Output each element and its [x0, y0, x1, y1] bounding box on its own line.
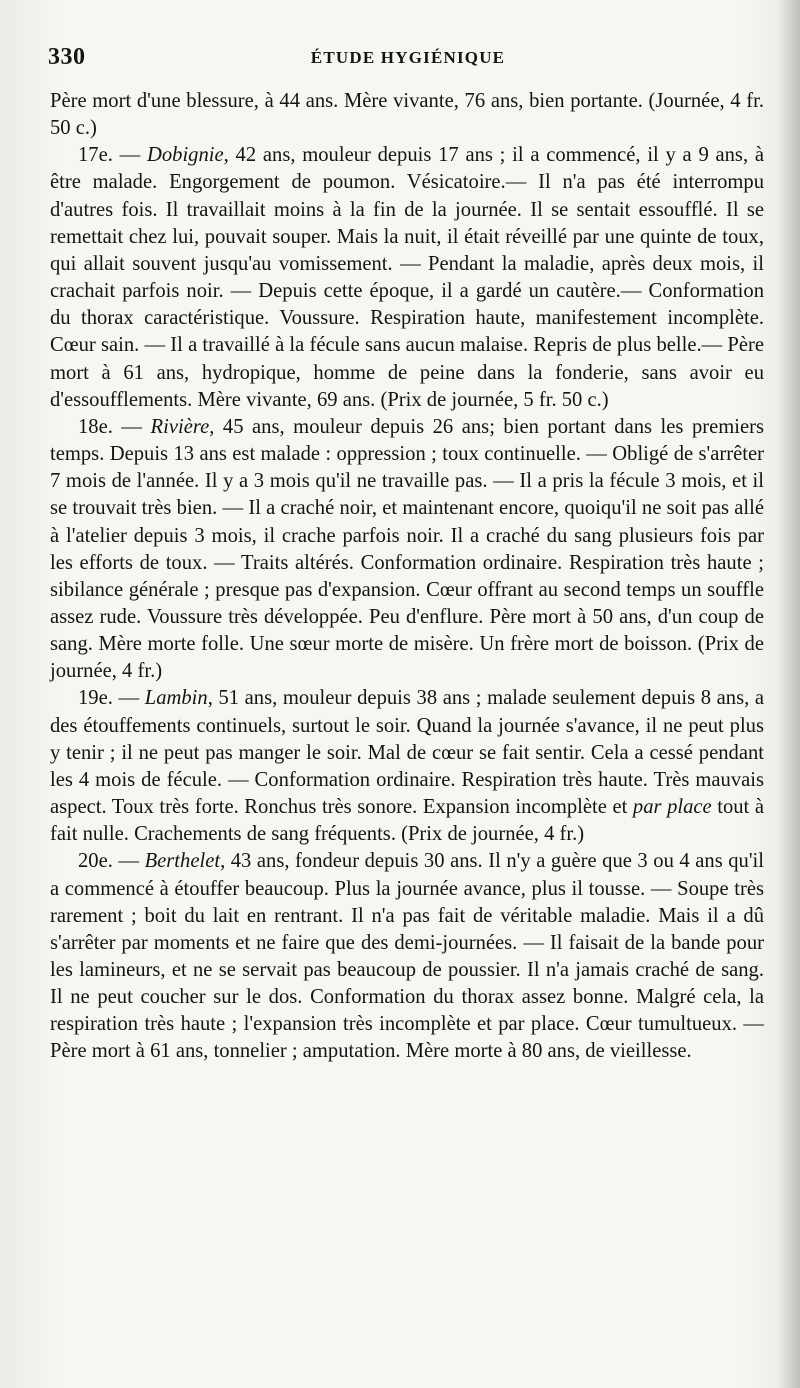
patient-name: Lambin	[144, 687, 208, 710]
case-19-paragraph: 19e. — Lambin, 51 ans, mouleur depuis 38 ans ; malade seulement depuis 8 ans, a des étouffements continuels, surtout le soir. Quand la journée s'avance, il ne peut plus y tenir ; il ne peut pas manger le soir. Mal de cœur se fait sentir. Cela a cessé pendant les 4 mois de fécule. — Conformation ordinaire. Respiration très haute. Très mauvais aspect. Toux très forte. Ronchus très sonore. Expansion incomplète et par place tout à fait nulle. Crachements de sang fréquents. (Prix de journée, 4 fr.)	[50, 687, 764, 846]
page-number: 330	[48, 44, 86, 70]
patient-name: Dobignie	[146, 144, 224, 167]
case-text: , 43 ans, fondeur depuis 30 ans. Il n'y a guère que 3 ou 4 ans qu'il a commencé à étouffer beaucoup. Plus la journée avance, plus il tousse. — Soupe très rarement ; boit du lait en rentrant. Il n'a pas fait de véritable maladie. Mais il a dû s'arrêter par moments et ne faire que des demi-journées. — Il faisait de la bande pour les lamineurs, et ne se servait pas beaucoup de poussier. Il n'a jamais craché de sang. Il ne peut coucher sur le dos. Conformation du thorax assez bonne. Malgré cela, la respiration très haute ; l'expansion très incomplète et par place. Cœur tumultueux. — Père mort à 61 ans, tonnelier ; amputation. Mère morte à 80 ans, de vieillesse.	[50, 850, 764, 1063]
body-text	[50, 88, 764, 1066]
page-header	[48, 44, 768, 78]
case-20-paragraph: 20e. — Berthelet, 43 ans, fondeur depuis 30 ans. Il n'y a guère que 3 ou 4 ans qu'il a commencé à étouffer beaucoup. Plus la journée avance, plus il tousse. — Soupe très rarement ; boit du lait en rentrant. Il n'a pas fait de véritable maladie. Mais il a dû s'arrêter par moments et ne faire que des demi-journées. — Il faisait de la bande pour les lamineurs, et ne se servait pas beaucoup de poussier. Il n'a jamais craché de sang. Il ne peut coucher sur le dos. Conformation du thorax assez bonne. Malgré cela, la respiration très haute ; l'expansion très incomplète et par place. Cœur tumultueux. — Père mort à 61 ans, tonnelier ; amputation. Mère morte à 80 ans, de vieillesse.	[50, 850, 764, 1063]
patient-name: Rivière	[150, 415, 210, 438]
case-text: , 51 ans, mouleur depuis 38 ans ; malade seulement depuis 8 ans, a des étouffements continuels, surtout le soir. Quand la journée s'avance, il ne peut plus y tenir ; il ne peut pas manger le soir. Mal de cœur se fait sentir. Cela a cessé pendant les 4 mois de fécule. — Conformation ordinaire. Respiration très haute. Très mauvais aspect. Toux très forte. Ronchus très sonore. Expansion incomplète et	[50, 687, 764, 819]
case-text-continued: tout à fait nulle. Crachements de sang fréquents. (Prix de journée, 4 fr.)	[50, 796, 764, 846]
paragraph-continuation	[50, 88, 764, 142]
case-number: 19e.	[78, 687, 113, 710]
case-number: 20e.	[78, 850, 113, 873]
case-18-paragraph: 18e. — Rivière, 45 ans, mouleur depuis 26 ans; bien portant dans les premiers temps. Depuis 13 ans est malade : oppression ; toux continuelle. — Obligé de s'arrêter 7 mois de l'année. Il y a 3 mois qu'il ne travaille pas. — Il a pris la fécule 3 mois, et il se trouvait très bien. — Il a craché noir, et maintenant encore, quoiqu'il ne soit pas allé à l'atelier depuis 3 mois, il crache parfois noir. Il a craché du sang plusieurs fois par les efforts de toux. — Traits altérés. Conformation ordinaire. Respiration très haute ; sibilance générale ; presque pas d'expansion. Cœur offrant au second temps un souffle assez rude. Voussure très développée. Peu d'enflure. Père mort à 50 ans, d'un coup de sang. Mère morte folle. Une sœur morte de misère. Un frère mort de boisson. (Prix de journée, 4 fr.)	[50, 415, 765, 683]
patient-name: Berthelet	[144, 850, 221, 873]
case-number: 17e.	[78, 144, 113, 167]
case-text: , 42 ans, mouleur depuis 17 ans ; il a commencé, il y a 9 ans, à être malade. Engorgement de poumon. Vésicatoire.— Il n'a pas été interrompu d'autres fois. Il travaillait moins à la fin de la journée. Il se sentait essoufflé. Il se remettait chez lui, pouvait souper. Mais la nuit, il était réveillé par une quinte de toux, qui allait souvent jusqu'au vomissement. — Pendant la maladie, après deux mois, il crachait parfois noir. — Depuis cette époque, il a gardé un cautère.— Conformation du thorax caractéristique. Voussure. Respiration haute, manifestement incomplète. Cœur sain. — Il a travaillé à la fécule sans aucun malaise. Repris de plus belle.— Père mort à 61 ans, hydropique, homme de peine dans la fonderie, sans avoir eu d'essoufflements. Mère vivante, 69 ans. (Prix de journée, 5 fr. 50 c.)	[50, 144, 764, 411]
case-text: , 45 ans, mouleur depuis 26 ans; bien portant dans les premiers temps. Depuis 13 ans est malade : oppression ; toux continuelle. — Obligé de s'arrêter 7 mois de l'année. Il y a 3 mois qu'il ne travaille pas. — Il a pris la fécule 3 mois, et il se trouvait très bien. — Il a craché noir, et maintenant encore, quoiqu'il ne soit pas allé à l'atelier depuis 3 mois, il crache parfois noir. Il a craché du sang plusieurs fois par les efforts de toux. — Traits altérés. Conformation ordinaire. Respiration très haute ; sibilance générale ; presque pas d'expansion. Cœur offrant au second temps un souffle assez rude. Voussure très développée. Peu d'enflure. Père mort à 50 ans, d'un coup de sang. Mère morte folle. Une sœur morte de misère. Un frère mort de boisson. (Prix de journée, 4 fr.)	[50, 415, 765, 683]
running-title: ÉTUDE HYGIÉNIQUE	[310, 48, 506, 67]
case-17-paragraph: 17e. — Dobignie, 42 ans, mouleur depuis 17 ans ; il a commencé, il y a 9 ans, à être malade. Engorgement de poumon. Vésicatoire.— Il n'a pas été interrompu d'autres fois. Il travaillait moins à la fin de la journée. Il se sentait essoufflé. Il se remettait chez lui, pouvait souper. Mais la nuit, il était réveillé par une quinte de toux, qui allait souvent jusqu'au vomissement. — Pendant la maladie, après deux mois, il crachait parfois noir. — Depuis cette époque, il a gardé un cautère.— Conformation du thorax caractéristique. Voussure. Respiration haute, manifestement incomplète. Cœur sain. — Il a travaillé à la fécule sans aucun malaise. Repris de plus belle.— Père mort à 61 ans, hydropique, homme de peine dans la fonderie, sans avoir eu d'essoufflements. Mère vivante, 69 ans. (Prix de journée, 5 fr. 50 c.)	[50, 144, 764, 411]
emphasis-text: par place	[632, 796, 712, 819]
page-edge-shadow	[778, 0, 800, 1388]
paragraph-text: Père mort d'une blessure, à 44 ans. Mère vivante, 76 ans, bien portante. (Journée, 4 fr. 50 c.)	[50, 90, 764, 140]
case-number: 18e.	[78, 415, 113, 438]
